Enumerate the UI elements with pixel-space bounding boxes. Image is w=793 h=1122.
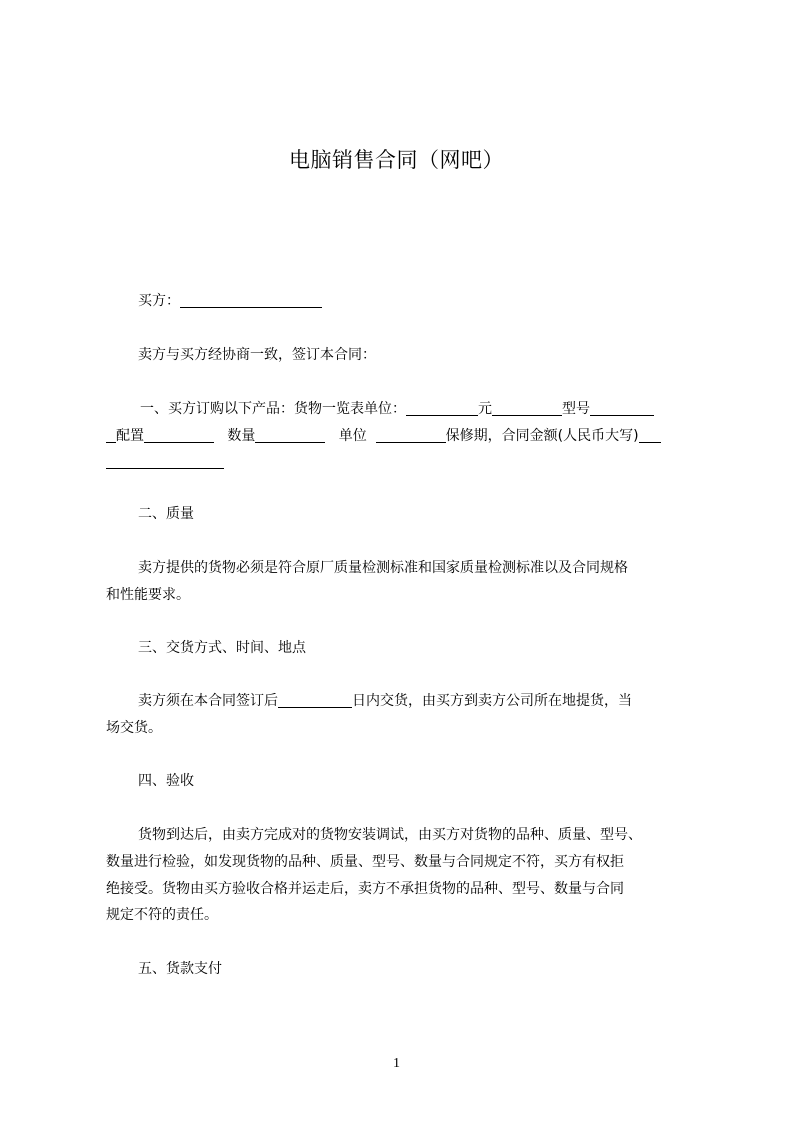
page-number: 1 xyxy=(393,1056,400,1071)
section1-text-unit: 单位 xyxy=(338,428,367,444)
section1-line1 xyxy=(140,399,654,419)
delivery-days-blank xyxy=(278,693,352,708)
section5-heading: 五、货款支付 xyxy=(138,961,222,977)
section1-text-b: 元 xyxy=(478,401,492,417)
document-title: 电脑销售合同（网吧） xyxy=(289,148,504,172)
section1-line2 xyxy=(106,426,661,446)
section4-heading: 四、验收 xyxy=(138,773,194,789)
section2-line2: 和性能要求。 xyxy=(106,587,190,603)
section4-line1: 货物到达后，由卖方完成对的货物安装调试，由买方对货物的品种、质量、型号、 xyxy=(138,827,642,843)
amount-blank-b xyxy=(106,454,224,469)
buyer-line xyxy=(138,291,322,311)
section4-line4: 规定不符的责任。 xyxy=(106,907,218,923)
section1-line3 xyxy=(106,452,224,472)
section4-line3: 绝接受。货物由买方验收合格并运走后，卖方不承担货物的品种、型号、数量与合同 xyxy=(106,881,624,897)
section3-text-b: 日内交货，由买方到卖方公司所在地提货，当 xyxy=(352,693,632,709)
intro-paragraph: 卖方与买方经协商一致，签订本合同： xyxy=(138,347,376,363)
section1-text-a: 一、买方订购以下产品：货物一览表单位： xyxy=(140,401,406,417)
section3-line2: 场交货。 xyxy=(106,720,162,736)
buyer-blank xyxy=(180,293,322,308)
section1-text-c: 型号 xyxy=(562,401,590,417)
section1-text-quantity: 数量 xyxy=(227,428,256,444)
model-blank-a xyxy=(492,401,562,416)
quantity-blank xyxy=(255,428,325,443)
config-blank xyxy=(144,428,214,443)
lead-blank xyxy=(106,428,116,443)
amount-blank-a xyxy=(639,428,661,443)
section3-text-a: 卖方须在本合同签订后 xyxy=(138,693,278,709)
section2-heading: 二、质量 xyxy=(138,506,194,522)
buyer-label: 买方： xyxy=(138,293,180,309)
section1-text-config: 配置 xyxy=(116,428,144,444)
section1-text-warranty: 保修期，合同金额(人民币大写) xyxy=(445,428,639,444)
model-blank-b xyxy=(590,401,654,416)
section3-line1 xyxy=(138,691,632,711)
unit-price-blank xyxy=(406,401,478,416)
unit-blank xyxy=(376,428,446,443)
section2-line1: 卖方提供的货物必须是符合原厂质量检测标准和国家质量检测标准以及合同规格 xyxy=(138,560,628,576)
section4-line2: 数量进行检验，如发现货物的品种、质量、型号、数量与合同规定不符，买方有权拒 xyxy=(106,854,624,870)
section3-heading: 三、交货方式、时间、地点 xyxy=(138,640,306,656)
